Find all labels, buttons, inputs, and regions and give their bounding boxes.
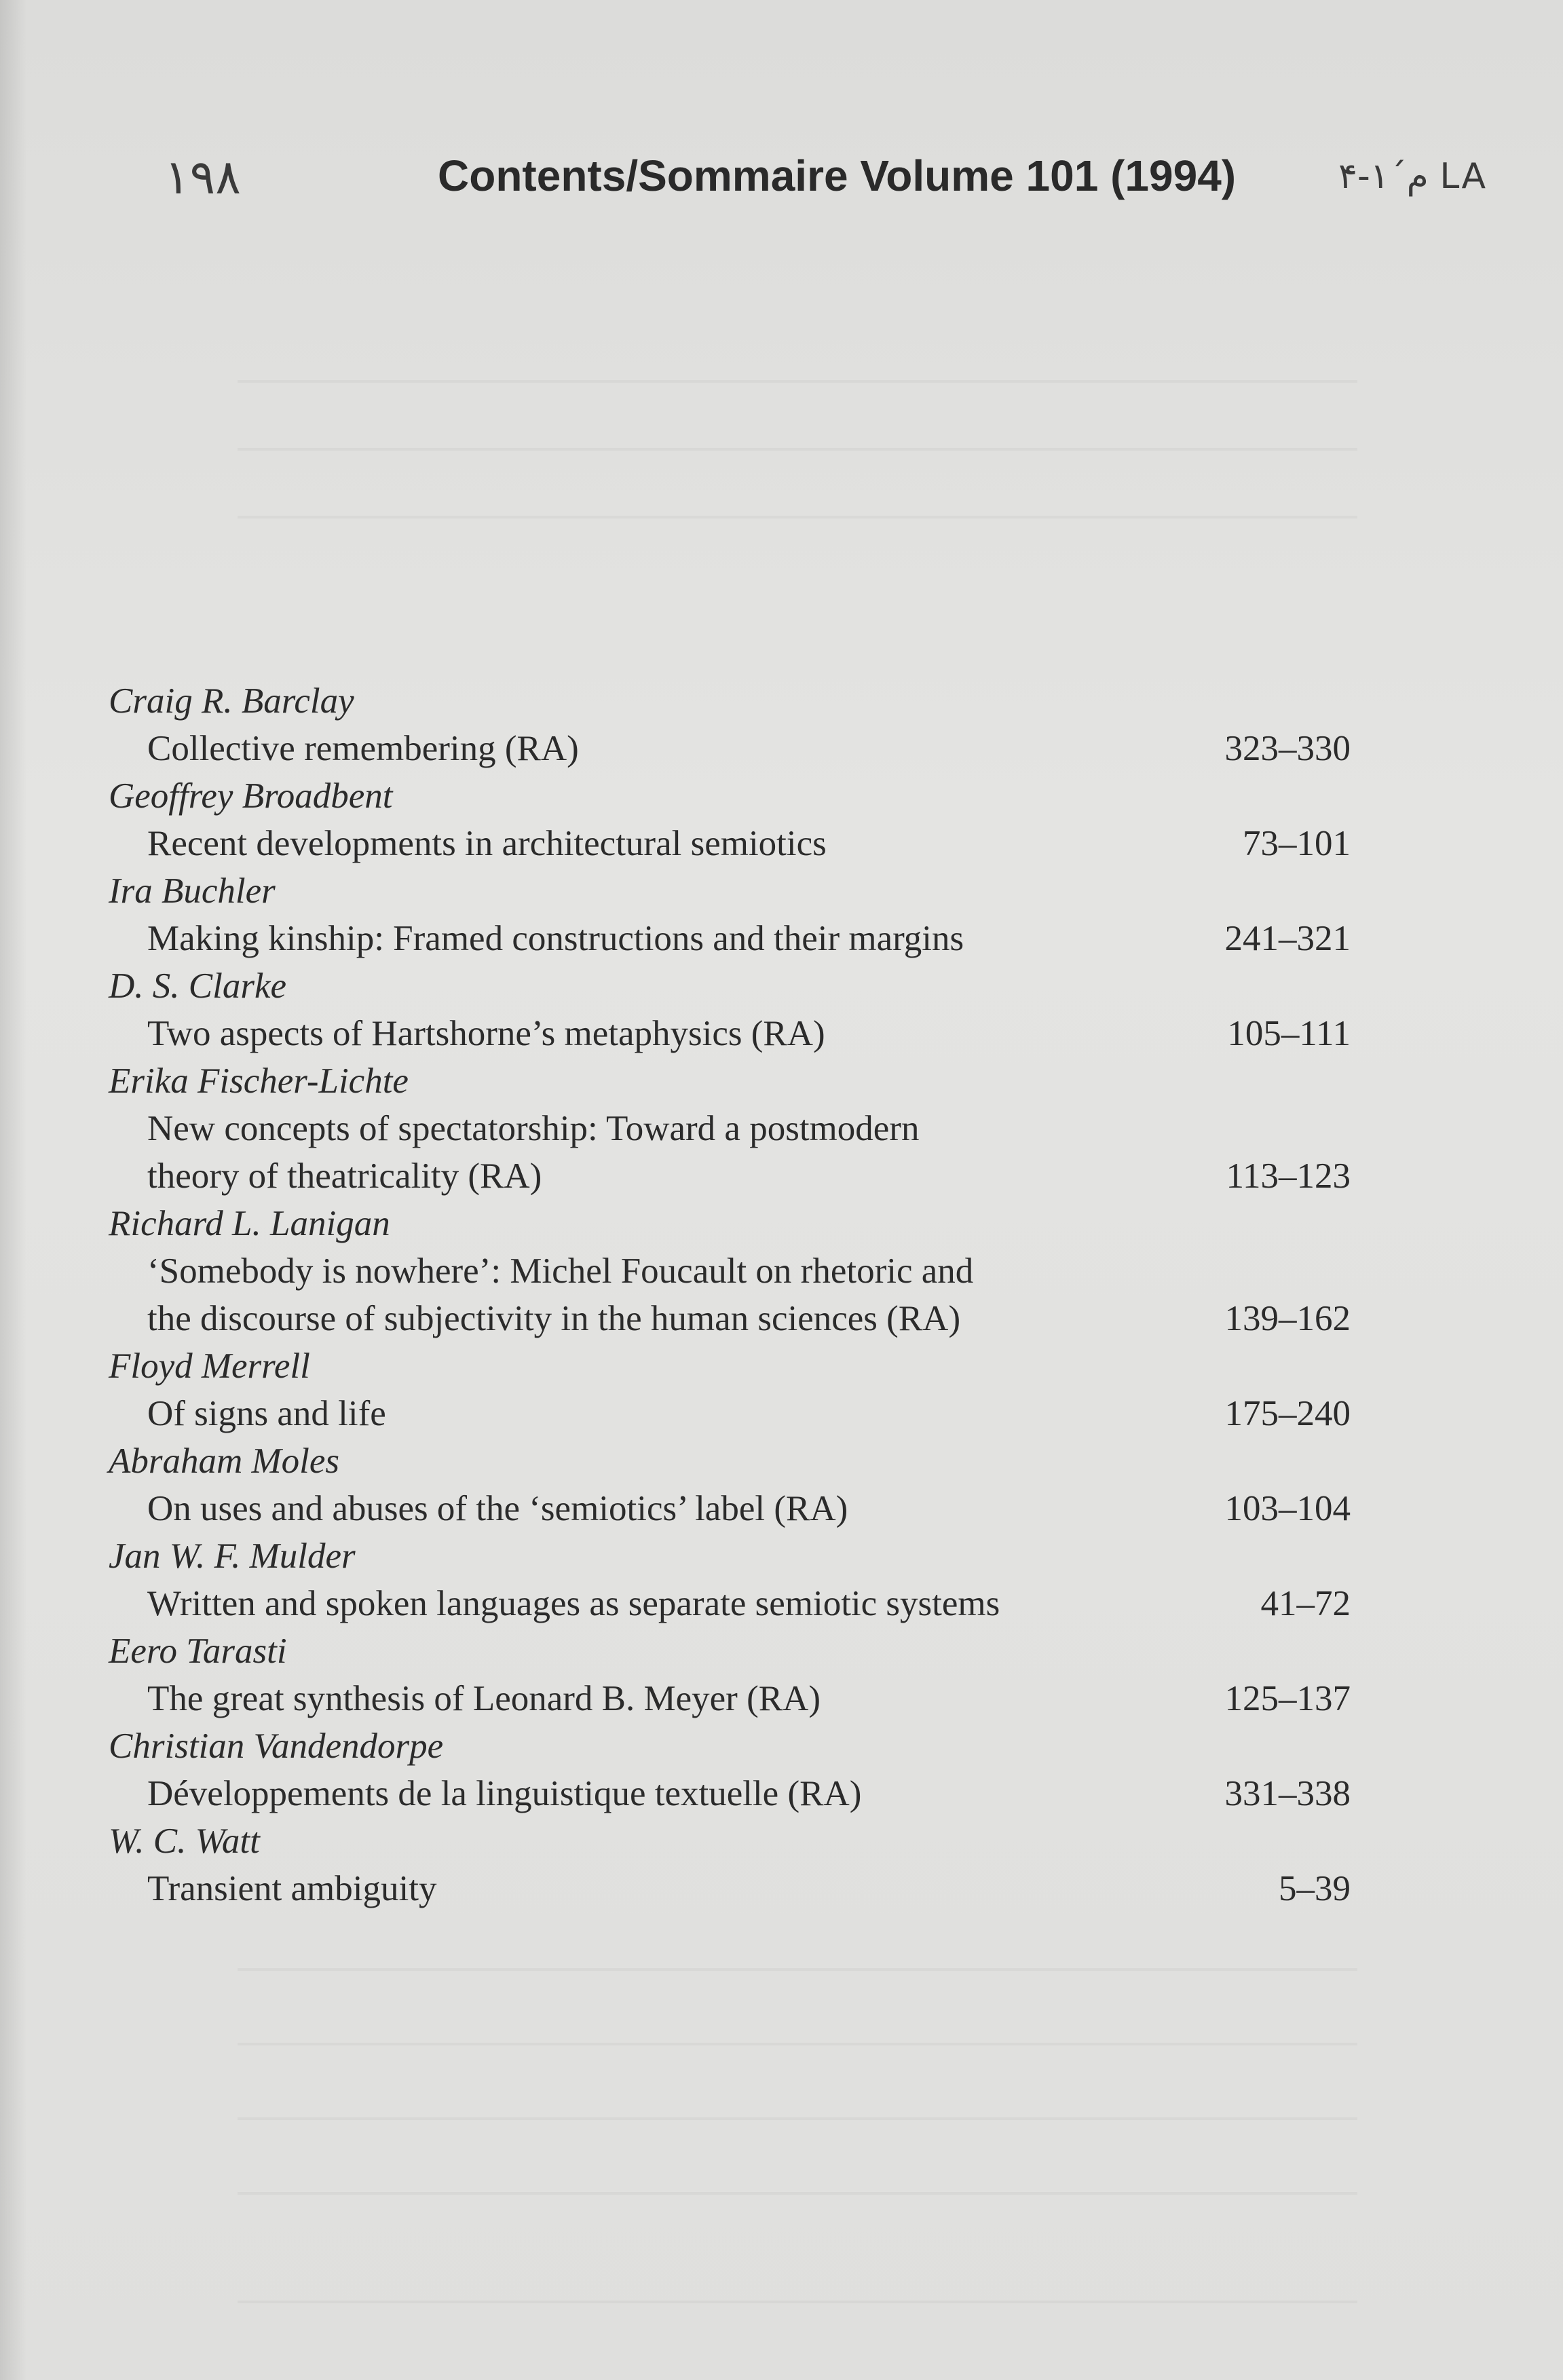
entry-author: Floyd Merrell [109,1346,310,1386]
contents-entry [109,1627,1351,1722]
contents-entry [109,962,1351,1057]
contents-entry [109,867,1351,962]
bleed-through-line [238,2301,1357,2303]
entry-title: ‘Somebody is nowhere’: Michel Foucault on rhetoric and the discourse of subjectivity in the human sciences (RA) [147,1251,974,1338]
entry-pages: 5–39 [1279,1869,1351,1908]
entry-author: Craig R. Barclay [109,681,354,721]
contents-entry [109,677,1351,772]
contents-entry [109,1342,1351,1437]
bleed-through-line [238,516,1357,518]
entry-article [109,820,1351,867]
entry-article [109,1390,1351,1437]
entry-pages: 241–321 [1224,919,1351,958]
bleed-through-line [238,2117,1357,2120]
page-header [0,144,1563,219]
entry-author: Jan W. F. Mulder [109,1536,356,1576]
handwritten-annotation: م´١-۴ LA [1338,156,1488,197]
entry-article [109,1485,1351,1532]
bleed-through-line [238,1968,1357,1971]
entry-article [109,1675,1351,1722]
entry-pages: 41–72 [1260,1584,1351,1623]
contents-list [109,677,1351,1912]
entry-pages: 175–240 [1224,1394,1351,1433]
page-title: Contents/Sommaire Volume 101 (1994) [438,151,1237,200]
entry-author: Eero Tarasti [109,1631,287,1671]
entry-article [109,725,1351,772]
entry-title: Développements de la linguistique textuelle (RA) [147,1774,862,1813]
contents-entry [109,1722,1351,1817]
contents-entry [109,1532,1351,1627]
entry-author: Geoffrey Broadbent [109,776,393,816]
entry-author: Erika Fischer-Lichte [109,1061,409,1101]
entry-title: On uses and abuses of the ‘semiotics’ label (RA) [147,1489,848,1528]
contents-entry [109,1057,1351,1200]
entry-pages: 331–338 [1224,1774,1351,1813]
handwritten-page-number: ١٩٨ [164,149,241,205]
bleed-through-line [238,380,1357,383]
contents-entry [109,1200,1351,1342]
entry-pages: 113–123 [1226,1156,1351,1196]
entry-title: Collective remembering (RA) [147,729,579,768]
entry-pages: 125–137 [1224,1679,1351,1718]
entry-article [109,1105,1351,1200]
entry-title: Transient ambiguity [147,1869,437,1908]
entry-author: W. C. Watt [109,1821,260,1861]
entry-author: Abraham Moles [109,1441,340,1481]
entry-title: Two aspects of Hartshorne’s metaphysics (RA) [147,1014,825,1053]
entry-article [109,1865,1351,1912]
contents-entry [109,772,1351,867]
entry-author: Richard L. Lanigan [109,1204,390,1243]
entry-article [109,915,1351,962]
contents-entry [109,1437,1351,1532]
entry-pages: 73–101 [1243,824,1351,863]
entry-article [109,1770,1351,1817]
entry-title: The great synthesis of Leonard B. Meyer (RA) [147,1679,821,1718]
entry-pages: 103–104 [1224,1489,1351,1528]
entry-article [109,1010,1351,1057]
entry-title: Written and spoken languages as separate semiotic systems [147,1584,1000,1623]
entry-pages: 323–330 [1224,729,1351,768]
entry-title: Of signs and life [147,1394,386,1433]
entry-pages: 139–162 [1224,1299,1351,1338]
bleed-through-line [238,2043,1357,2045]
entry-author: Christian Vandendorpe [109,1726,444,1766]
bleed-through-line [238,448,1357,451]
entry-title: New concepts of spectatorship: Toward a postmodern theory of theatricality (RA) [147,1109,920,1196]
entry-author: Ira Buchler [109,871,276,911]
entry-article [109,1580,1351,1627]
contents-entry [109,1817,1351,1912]
entry-author: D. S. Clarke [109,966,287,1006]
entry-title: Making kinship: Framed constructions and their margins [147,919,964,958]
entry-title: Recent developments in architectural semiotics [147,824,827,863]
entry-pages: 105–111 [1227,1014,1351,1053]
bleed-through-line [238,2192,1357,2195]
entry-article [109,1247,1351,1342]
